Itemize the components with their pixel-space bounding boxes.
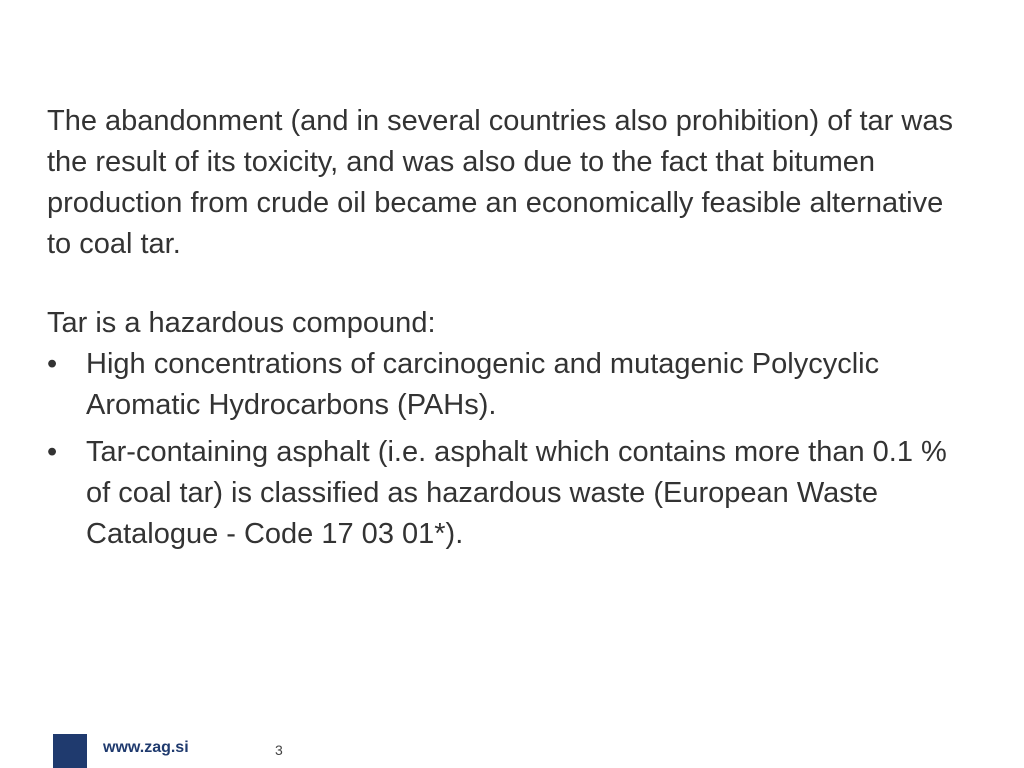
bullet-text: Tar-containing asphalt (i.e. asphalt which contains more than 0.1 % of coal tar) is classified as hazardous waste (European Waste Catalogue - Code 17 03 01*). <box>86 436 947 550</box>
bullet-icon: • <box>47 436 58 468</box>
page-number: 3 <box>275 742 283 758</box>
list-item <box>47 344 967 426</box>
list-item <box>47 432 967 555</box>
list-lead: Tar is a hazardous compound: <box>47 307 436 339</box>
bullet-text: High concentrations of carcinogenic and mutagenic Polycyclic Aromatic Hydrocarbons (PAHs). <box>86 348 880 421</box>
footer-url-link[interactable]: www.zag.si <box>103 739 189 756</box>
intro-paragraph: The abandonment (and in several countries also prohibition) of tar was the result of its toxicity, and was also due to the fact that bitumen production from crude oil became an economically feasible alternative to coal tar. <box>47 105 953 260</box>
slide-content <box>47 101 967 555</box>
bullet-list <box>47 344 967 555</box>
bullet-icon: • <box>47 348 58 380</box>
logo-square <box>53 734 87 768</box>
